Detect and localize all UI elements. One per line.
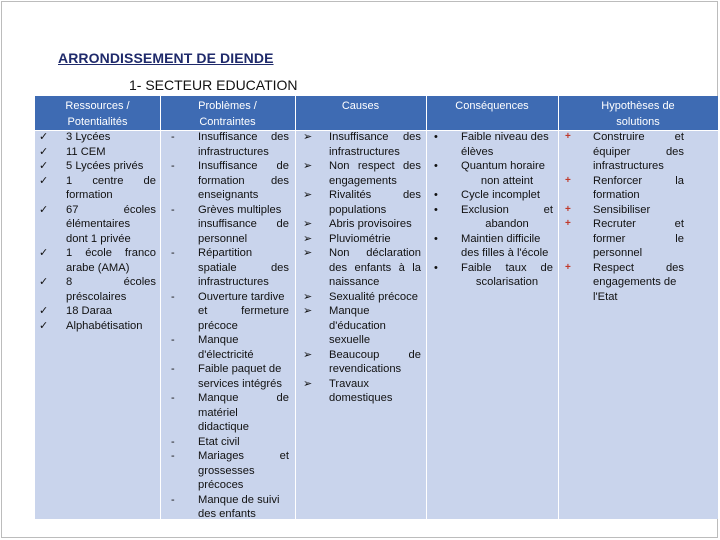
list-item: enseignants (198, 189, 259, 201)
arrowhead-icon: ➢ (303, 377, 313, 390)
list-item: Manque (329, 305, 370, 317)
arrowhead-icon: ➢ (303, 247, 313, 259)
col1-text (66, 130, 156, 333)
plus-icon: + (565, 174, 571, 186)
list-item: Recruter et (593, 218, 684, 230)
plus-icon: + (565, 261, 571, 273)
list-item: formation (66, 189, 113, 201)
col2-text (198, 130, 289, 522)
dash-icon: - (171, 160, 175, 172)
list-item: domestiques (329, 392, 393, 404)
header-consequences (426, 96, 558, 130)
list-item: 5 Lycées privés (66, 160, 144, 172)
header-hypotheses-line1: Hypothèses de (601, 100, 675, 112)
list-item: précoce (198, 319, 238, 332)
list-item: Ouverture tardive (198, 290, 285, 303)
dash-icon: - (171, 203, 175, 216)
list-item: Cycle incomplet (461, 189, 540, 201)
list-item: arabe (AMA) (66, 261, 130, 274)
page-title: ARRONDISSEMENT DE DIENDE (58, 50, 274, 66)
list-item: engagements de (593, 276, 677, 288)
list-item: formation des (198, 174, 289, 187)
bullet-icon: • (434, 261, 438, 274)
list-item: précoces (198, 479, 244, 491)
list-item: infrastructures (329, 145, 400, 158)
list-item: Mariages et (198, 450, 289, 462)
checkmark-icon: ✓ (39, 247, 49, 259)
list-item: engagements (329, 174, 397, 187)
dash-icon: - (171, 435, 175, 448)
list-item: infrastructures (198, 145, 269, 158)
list-item: Alphabétisation (66, 319, 143, 332)
list-item: Insuffisance de (198, 160, 289, 172)
checkmark-icon: ✓ (39, 276, 49, 288)
list-item: Travaux (329, 377, 369, 390)
header-problemes (160, 96, 295, 130)
arrowhead-icon: ➢ (303, 305, 313, 317)
list-item: revendications (329, 363, 402, 375)
list-item: équiper des (593, 145, 684, 158)
list-item: personnel (593, 247, 643, 259)
dash-icon: - (171, 450, 175, 462)
list-item: Manque de (198, 392, 289, 404)
arrowhead-icon: ➢ (303, 290, 313, 303)
bullet-icon: • (434, 131, 438, 143)
list-item: Non déclaration (329, 247, 421, 259)
bullet-icon: • (434, 203, 438, 216)
list-item: et fermeture (198, 305, 289, 317)
list-item: Non respect des (329, 160, 421, 172)
dash-icon: - (171, 131, 175, 143)
list-item: des enfants à la (329, 261, 421, 274)
col2-markers (171, 130, 175, 507)
list-item: infrastructures (593, 160, 664, 172)
checkmark-icon: ✓ (39, 160, 49, 172)
list-item: Répartition (198, 247, 253, 259)
list-item: Pluviométrie (329, 232, 391, 245)
list-item: 67 écoles (66, 203, 156, 216)
list-item: Exclusion et (461, 203, 553, 216)
list-item: Insuffisance des (329, 131, 421, 143)
list-item: Abris provisoires (329, 218, 412, 230)
list-item: Construire et (593, 131, 684, 143)
list-item: populations (329, 203, 387, 216)
col4-markers (434, 130, 438, 275)
list-item: Faible paquet de (198, 363, 282, 375)
column-divider (426, 96, 427, 519)
dash-icon: - (171, 363, 175, 375)
col5-markers (565, 130, 571, 275)
list-item: abandon (485, 218, 529, 230)
col4-text (461, 130, 553, 290)
dash-icon: - (171, 334, 175, 346)
checkmark-icon: ✓ (39, 174, 49, 187)
arrowhead-icon: ➢ (303, 232, 313, 245)
list-item: Etat civil (198, 435, 240, 448)
list-item: grossesses (198, 464, 255, 477)
header-consequences-label: Conséquences (455, 100, 529, 112)
list-item: didactique (198, 421, 250, 433)
list-item: Beaucoup de (329, 348, 421, 361)
list-item: non atteint (480, 174, 534, 187)
header-problemes-line2: Contraintes (199, 116, 256, 128)
list-item: services intégrés (198, 377, 282, 390)
col5-text (593, 130, 684, 304)
list-item: Sexualité précoce (329, 290, 418, 303)
list-item: matériel (198, 406, 238, 419)
list-item: Maintien difficile (461, 232, 541, 245)
list-item: préscolaires (66, 290, 127, 303)
list-item: des filles à l'école (461, 247, 549, 259)
plus-icon: + (565, 203, 571, 215)
header-hypotheses-line2: solutions (616, 116, 660, 128)
arrowhead-icon: ➢ (303, 131, 313, 143)
checkmark-icon: ✓ (39, 305, 49, 317)
col3-markers (303, 130, 312, 391)
list-item: formation (593, 189, 640, 201)
column-divider (160, 96, 161, 519)
section-subtitle: 1- SECTEUR EDUCATION (129, 77, 298, 93)
list-item: Renforcer la (593, 174, 684, 187)
list-item: insuffisance de (198, 218, 289, 230)
header-causes (295, 96, 426, 130)
list-item: 1 école franco (66, 247, 156, 259)
list-item: des enfants (198, 508, 256, 520)
list-item: élèves (461, 145, 494, 158)
list-item: Manque de suivi (198, 493, 280, 506)
list-item: infrastructures (198, 276, 269, 288)
list-item: sexuelle (329, 334, 371, 346)
arrowhead-icon: ➢ (303, 348, 313, 361)
list-item: 18 Daraa (66, 305, 113, 317)
list-item: d'éducation (329, 319, 386, 332)
column-divider (295, 96, 296, 519)
header-ressources-line1: Ressources / (65, 100, 130, 112)
list-item: Faible niveau des (461, 131, 549, 143)
header-ressources (35, 96, 160, 130)
dash-icon: - (171, 493, 175, 506)
list-item: Rivalités des (329, 189, 421, 201)
checkmark-icon: ✓ (39, 145, 49, 158)
list-item: spatiale des (198, 261, 289, 274)
dash-icon: - (171, 247, 175, 259)
checkmark-icon: ✓ (39, 203, 49, 216)
list-item: 11 CEM (66, 145, 106, 158)
header-causes-label: Causes (341, 100, 380, 112)
dash-icon: - (171, 290, 175, 303)
bullet-icon: • (434, 232, 438, 245)
list-item: Respect des (593, 261, 684, 274)
list-item: 8 écoles (66, 276, 156, 288)
list-item: Manque (198, 334, 239, 346)
col1-markers (39, 130, 48, 333)
plus-icon: + (565, 218, 571, 229)
list-item: Sensibiliser (593, 203, 651, 216)
list-item: l'Etat (593, 290, 618, 303)
list-item: dont 1 privée (66, 232, 131, 245)
list-item: 1 centre de (66, 174, 156, 187)
list-item: former le (593, 232, 684, 245)
checkmark-icon: ✓ (39, 131, 49, 143)
list-item: scolarisation (475, 276, 539, 288)
list-item: Grèves multiples (198, 203, 282, 216)
list-item: Faible taux de (461, 261, 553, 274)
list-item: 3 Lycées (66, 131, 111, 143)
list-item: Quantum horaire (461, 160, 545, 172)
list-item: personnel (198, 232, 248, 245)
bullet-icon: • (434, 160, 438, 172)
checkmark-icon: ✓ (39, 319, 49, 332)
header-ressources-line2: Potentialités (67, 116, 128, 128)
dash-icon: - (171, 392, 175, 404)
col3-text (329, 130, 421, 406)
header-problemes-line1: Problèmes / (198, 100, 257, 112)
bullet-icon: • (434, 189, 438, 201)
arrowhead-icon: ➢ (303, 218, 313, 230)
plus-icon: + (565, 131, 571, 142)
arrowhead-icon: ➢ (303, 189, 313, 201)
column-divider (558, 96, 559, 519)
list-item: Insuffisance des (198, 131, 289, 143)
header-hypotheses (558, 96, 718, 130)
list-item: naissance (329, 276, 380, 288)
list-item: d'électricité (198, 348, 254, 361)
arrowhead-icon: ➢ (303, 160, 313, 172)
list-item: élémentaires (66, 218, 131, 230)
